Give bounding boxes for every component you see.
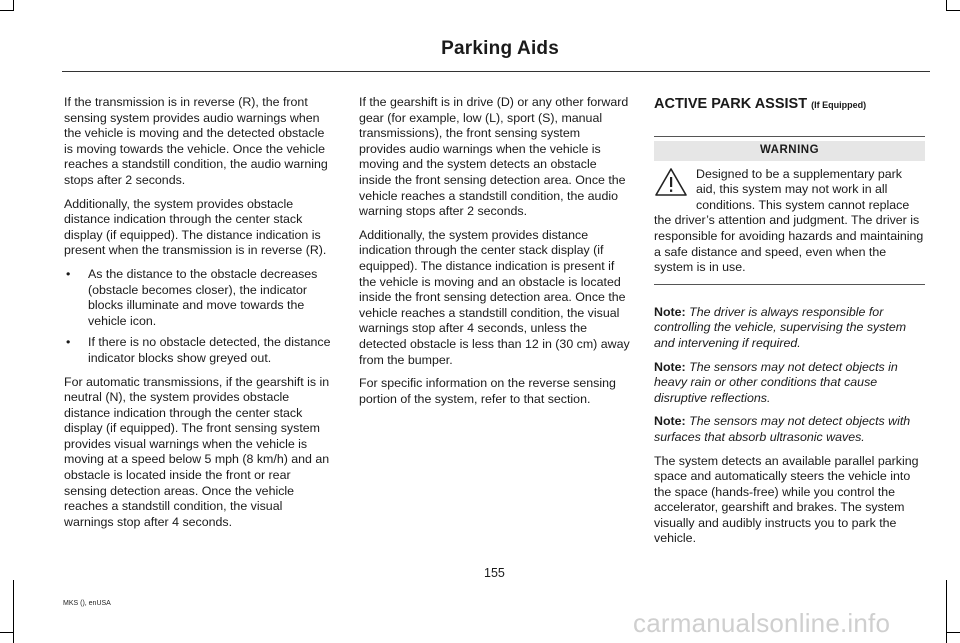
column-middle	[359, 95, 630, 415]
paragraph: If the gearshift is in drive (D) or any other forward gear (for example, low (L), sport (S), manual transmissions), the front sensing system provides audio warnings when the vehicle is moving and the system detects an obstacle inside the front sensing detection area. Once the vehicle reaches a standstill condition, the audio warning stops after 2 seconds.	[359, 95, 629, 219]
list-item-text: If there is no obstacle detected, the distance indicator blocks show greyed out.	[88, 335, 331, 365]
crop-mark	[946, 0, 947, 11]
paragraph: If the transmission is in reverse (R), the front sensing system provides audio warnings when the vehicle is moving and the detected obstacle is moving towards the vehicle. Once the vehicle reaches a standstill condition, the audio warning stops after 2 seconds.	[64, 95, 328, 187]
crop-mark	[13, 0, 14, 11]
section-heading-suffix: (If Equipped)	[811, 100, 867, 110]
paragraph: Additionally, the system provides distance indication through the center stack display (if equipped). The distance indication is present if the vehicle is moving and an obstacle is located inside the front sensing detection area. Once the vehicle reaches a standstill condition, the visual warnings stop after 4 seconds, unless the detected obstacle is less than 12 in (30 cm) away from the bumper.	[359, 227, 630, 367]
note-label: Note:	[654, 414, 686, 429]
crop-mark	[946, 632, 960, 633]
note-text: The sensors may not detect objects with surfaces that absorb ultrasonic waves.	[654, 414, 911, 444]
crop-mark	[0, 10, 14, 11]
warning-body	[654, 161, 925, 284]
list-item	[64, 335, 335, 366]
note-text: The driver is always responsible for controlling the vehicle, supervising the system and intervening if required.	[654, 304, 907, 350]
column-left	[64, 95, 335, 538]
bullet-list	[64, 267, 335, 367]
note-text: The sensors may not detect objects in heavy rain or other conditions that cause disruptive reflections.	[654, 359, 898, 405]
section-heading-text: ACTIVE PARK ASSIST	[654, 96, 808, 112]
bullet-icon: •	[66, 335, 71, 350]
crop-mark	[0, 632, 14, 633]
watermark: carmanualsonline.info	[633, 608, 891, 638]
header-divider	[62, 71, 930, 72]
warning-box	[654, 136, 925, 285]
list-item-text: As the distance to the obstacle decreases (obstacle becomes closer), the indicator blocks illuminate and move towards the vehicle icon.	[88, 266, 318, 328]
page-title: Parking Aids	[441, 38, 559, 59]
crop-mark	[946, 10, 960, 11]
note-label: Note:	[654, 359, 686, 374]
column-right	[654, 95, 925, 555]
warning-text: Designed to be a supplementary park aid, this system may not work in all conditions. This system cannot replace the driver’s attention and judgment. The driver is responsible for avoiding hazards and maintaining a safe distance and speed, even when the system is in use.	[654, 166, 924, 275]
paragraph: For automatic transmissions, if the gearshift is in neutral (N), the system provides obstacle distance indication through the center stack display (if equipped). The front sensing system provides visual warnings when the vehicle is moving at a speed below 5 mph (8 km/h) and an obstacle is located inside the front or rear sensing detection areas. Once the vehicle reaches a standstill condition, the visual warnings stop after 4 seconds.	[64, 374, 330, 529]
page-number: 155	[484, 566, 505, 580]
note	[654, 305, 925, 352]
section-heading	[654, 95, 925, 114]
note	[654, 414, 925, 445]
note-label: Note:	[654, 304, 686, 319]
crop-mark	[946, 580, 947, 643]
bullet-icon: •	[66, 266, 71, 281]
paragraph: Additionally, the system provides obstacle distance indication through the center stack display (if equipped). The distance indication is present when the transmission is in reverse (R).	[64, 196, 327, 258]
paragraph: For specific information on the reverse sensing portion of the system, refer to that section.	[359, 376, 616, 406]
note	[654, 360, 925, 407]
footer-text: MKS (), enUSA	[63, 600, 111, 607]
warning-triangle-icon	[654, 167, 690, 197]
crop-mark	[13, 580, 14, 643]
paragraph: The system detects an available parallel parking space and automatically steers the vehicle into the space (hands-free) while you control the accelerator, gearshift and brakes. The system visually and audibly instructs you to park the vehicle.	[654, 453, 919, 546]
list-item	[64, 267, 335, 329]
warning-label: WARNING	[654, 141, 925, 161]
